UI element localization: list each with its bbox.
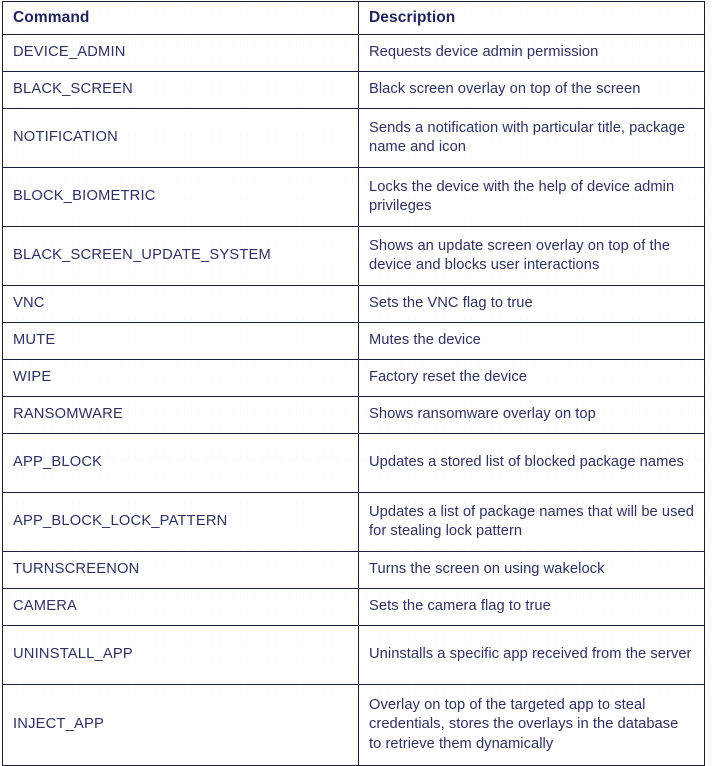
table-body bbox=[3, 35, 705, 766]
cell-description: Sets the camera flag to true bbox=[359, 589, 705, 626]
header-row bbox=[3, 2, 705, 35]
cell-description: Shows an update screen overlay on top of the device and blocks user interactions bbox=[359, 227, 705, 286]
table-row bbox=[3, 286, 705, 323]
cell-command: INJECT_APP bbox=[3, 685, 359, 766]
table-row bbox=[3, 109, 705, 168]
cell-description: Uninstalls a specific app received from the server bbox=[359, 626, 705, 685]
cell-command: RANSOMWARE bbox=[3, 397, 359, 434]
cell-description: Locks the device with the help of device admin privileges bbox=[359, 168, 705, 227]
table-row bbox=[3, 552, 705, 589]
cell-description: Mutes the device bbox=[359, 323, 705, 360]
command-table bbox=[2, 1, 705, 766]
table-row bbox=[3, 168, 705, 227]
cell-command: UNINSTALL_APP bbox=[3, 626, 359, 685]
table-row bbox=[3, 360, 705, 397]
cell-command: VNC bbox=[3, 286, 359, 323]
cell-command: BLACK_SCREEN bbox=[3, 72, 359, 109]
table-row bbox=[3, 589, 705, 626]
cell-description: Black screen overlay on top of the screen bbox=[359, 72, 705, 109]
table-row bbox=[3, 493, 705, 552]
cell-description: Requests device admin permission bbox=[359, 35, 705, 72]
cell-command: DEVICE_ADMIN bbox=[3, 35, 359, 72]
table-row bbox=[3, 626, 705, 685]
cell-command: MUTE bbox=[3, 323, 359, 360]
cell-description: Turns the screen on using wakelock bbox=[359, 552, 705, 589]
cell-description: Shows ransomware overlay on top bbox=[359, 397, 705, 434]
cell-command: APP_BLOCK bbox=[3, 434, 359, 493]
table-row bbox=[3, 397, 705, 434]
table-row bbox=[3, 685, 705, 766]
cell-description: Sends a notification with particular title, package name and icon bbox=[359, 109, 705, 168]
cell-description: Factory reset the device bbox=[359, 360, 705, 397]
cell-command: NOTIFICATION bbox=[3, 109, 359, 168]
table-row bbox=[3, 434, 705, 493]
table-header bbox=[3, 2, 705, 35]
cell-command: BLOCK_BIOMETRIC bbox=[3, 168, 359, 227]
cell-description: Sets the VNC flag to true bbox=[359, 286, 705, 323]
table-row bbox=[3, 323, 705, 360]
table-row bbox=[3, 35, 705, 72]
column-header-description: Description bbox=[359, 2, 705, 35]
table-row bbox=[3, 72, 705, 109]
cell-description: Updates a list of package names that will be used for stealing lock pattern bbox=[359, 493, 705, 552]
cell-description: Overlay on top of the targeted app to steal credentials, stores the overlays in the database to retrieve them dynamically bbox=[359, 685, 705, 766]
cell-command: CAMERA bbox=[3, 589, 359, 626]
cell-description: Updates a stored list of blocked package names bbox=[359, 434, 705, 493]
cell-command: APP_BLOCK_LOCK_PATTERN bbox=[3, 493, 359, 552]
column-header-command: Command bbox=[3, 2, 359, 35]
table-row bbox=[3, 227, 705, 286]
cell-command: BLACK_SCREEN_UPDATE_SYSTEM bbox=[3, 227, 359, 286]
cell-command: WIPE bbox=[3, 360, 359, 397]
cell-command: TURNSCREENON bbox=[3, 552, 359, 589]
